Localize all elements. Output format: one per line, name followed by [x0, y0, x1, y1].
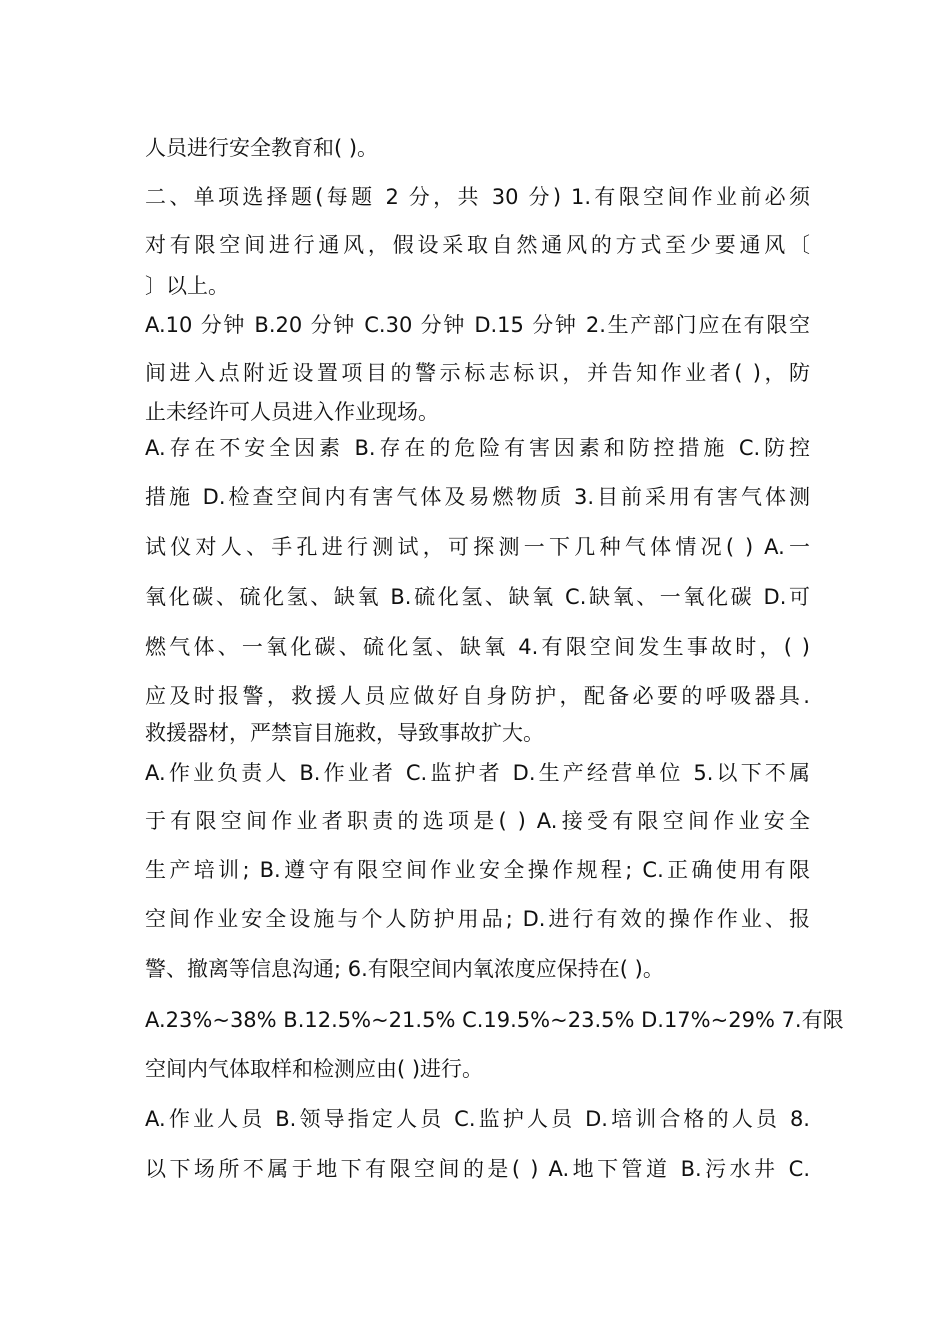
text-line: 于有限空间作业者职责的选项是( ) A.接受有限空间作业安全 — [145, 809, 810, 833]
text-line: A.10 分钟 B.20 分钟 C.30 分钟 D.15 分钟 2.生产部门应在有限空 — [145, 313, 810, 337]
text-line: 措施 D.检查空间内有害气体及易燃物质 3.目前采用有害气体测 — [145, 485, 810, 509]
text-line: 救援器材，严禁盲目施救，导致事故扩大。 — [145, 721, 544, 745]
text-line: 生产培训; B.遵守有限空间作业安全操作规程; C.正确使用有限 — [145, 858, 810, 882]
text-line: 间进入点附近设置项目的警示标志标识，并告知作业者( )，防 — [145, 361, 810, 385]
text-line: 二、单项选择题(每题 2 分，共 30 分) 1.有限空间作业前必须 — [145, 185, 810, 209]
text-line: 〕以上。 — [145, 274, 229, 298]
text-line: 对有限空间进行通风，假设采取自然通风的方式至少要通风〔 — [145, 233, 810, 257]
text-line: 止未经许可人员进入作业现场。 — [145, 400, 439, 424]
text-line: A.作业负责人 B.作业者 C.监护者 D.生产经营单位 5.以下不属 — [145, 761, 810, 785]
text-line: A.23%~38% B.12.5%~21.5% C.19.5%~23.5% D.17%~29% 7.有限 — [145, 1008, 844, 1032]
text-line: 应及时报警，救援人员应做好自身防护，配备必要的呼吸器具. — [145, 684, 810, 708]
text-line: 燃气体、一氧化碳、硫化氢、缺氧 4.有限空间发生事故时，( ) — [145, 635, 810, 659]
text-line: 空间作业安全设施与个人防护用品; D.进行有效的操作作业、报 — [145, 907, 810, 931]
text-line: A.作业人员 B.领导指定人员 C.监护人员 D.培训合格的人员 8. — [145, 1107, 810, 1131]
text-line: 氧化碳、硫化氢、缺氧 B.硫化氢、缺氧 C.缺氧、一氧化碳 D.可 — [145, 585, 810, 609]
text-line: A.存在不安全因素 B.存在的危险有害因素和防控措施 C.防控 — [145, 436, 810, 460]
text-line: 空间内气体取样和检测应由( )进行。 — [145, 1057, 484, 1081]
text-line: 试仪对人、手孔进行测试，可探测一下几种气体情况( ) A.一 — [145, 535, 810, 559]
text-line: 以下场所不属于地下有限空间的是( ) A.地下管道 B.污水井 C. — [145, 1157, 810, 1181]
text-line: 警、撤离等信息沟通; 6.有限空间内氧浓度应保持在( )。 — [145, 957, 664, 981]
text-line: 人员进行安全教育和( )。 — [145, 136, 379, 160]
